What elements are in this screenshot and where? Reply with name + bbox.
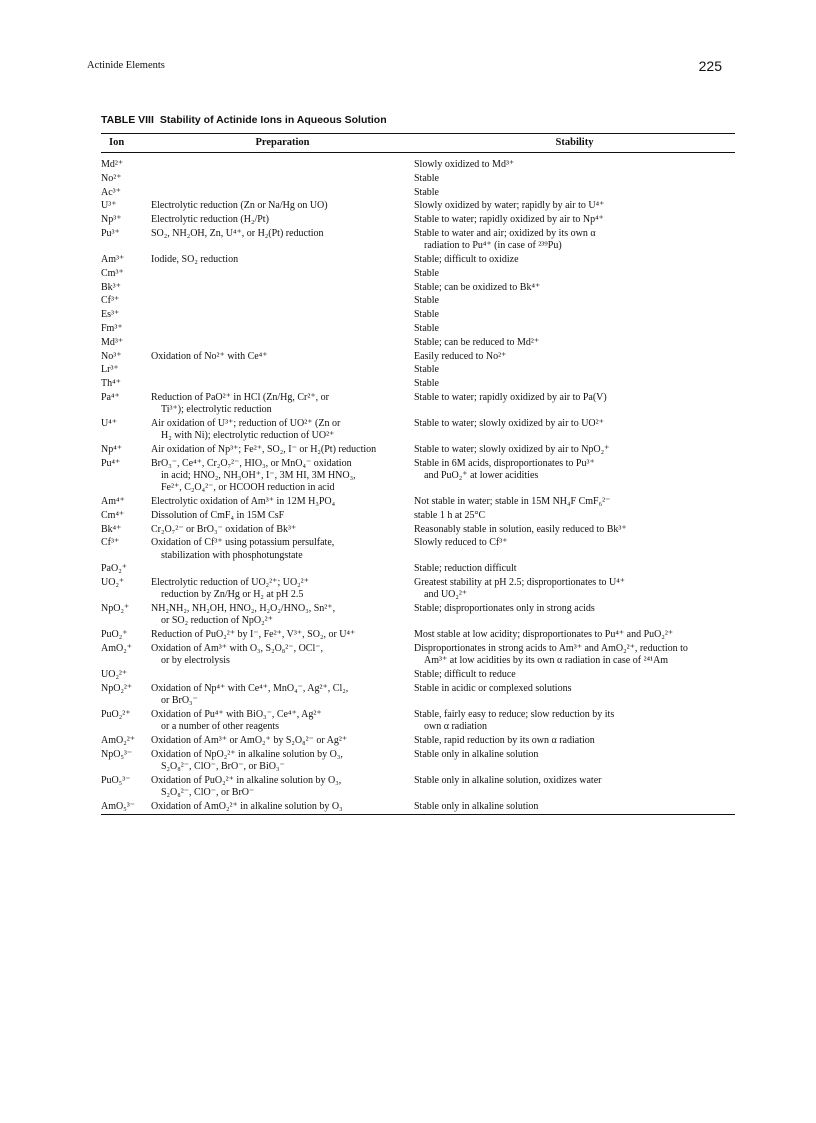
ion-cell bbox=[101, 629, 151, 643]
stability-cell-line: and UO₂²⁺ bbox=[424, 589, 468, 601]
stability-cell-line: Stable to water; slowly oxidized by air to NpO₂⁺ bbox=[414, 443, 610, 455]
preparation-cell-line: NH₂NH₂, NH₂OH, HNO₂, H₂O₂/HNO₃, Sn²⁺, bbox=[151, 603, 336, 615]
preparation-cell bbox=[151, 577, 414, 603]
table-row bbox=[101, 669, 735, 683]
stability-cell-line: Stable only in alkaline solution bbox=[414, 748, 539, 760]
ion-cell-line: UO₂²⁺ bbox=[101, 668, 128, 680]
table-row bbox=[101, 392, 735, 418]
ion-cell bbox=[101, 418, 151, 444]
table-row bbox=[101, 323, 735, 337]
preparation-cell-line: or a number of other reagents bbox=[161, 720, 280, 732]
stability-cell bbox=[414, 458, 735, 496]
stability-cell bbox=[414, 801, 735, 815]
table-row bbox=[101, 749, 735, 775]
preparation-cell bbox=[151, 510, 414, 524]
ion-cell bbox=[101, 603, 151, 629]
stability-cell bbox=[414, 187, 735, 201]
preparation-cell-line: BrO₃⁻, Ce⁴⁺, Cr₂O₇²⁻, HIO₃, or MnO₄⁻ oxidation bbox=[151, 457, 352, 469]
ion-cell-line: Cm³⁺ bbox=[101, 267, 124, 279]
preparation-cell bbox=[151, 323, 414, 337]
ion-cell-line: Np³⁺ bbox=[101, 214, 122, 226]
preparation-cell bbox=[151, 775, 414, 801]
stability-cell-line: Stable bbox=[414, 378, 439, 390]
preparation-cell-line: Oxidation of No²⁺ with Ce⁴⁺ bbox=[151, 350, 268, 362]
preparation-cell-line: Air oxidation of Np³⁺; Fe²⁺, SO₂, I⁻ or H₂(Pt) reduction bbox=[151, 443, 377, 455]
ion-cell-line: AmO₂⁺ bbox=[101, 642, 132, 654]
table-row bbox=[101, 337, 735, 351]
stability-cell bbox=[414, 200, 735, 214]
stability-cell-line: Stable, fairly easy to reduce; slow reduction by its bbox=[414, 708, 615, 720]
preparation-cell bbox=[151, 392, 414, 418]
stability-cell bbox=[414, 510, 735, 524]
table-row bbox=[101, 563, 735, 577]
ion-cell bbox=[101, 510, 151, 524]
preparation-cell bbox=[151, 295, 414, 309]
stability-cell-line: Stable in 6M acids, disproportionates to Pu³⁺ bbox=[414, 457, 595, 469]
ion-cell-line: No²⁺ bbox=[101, 172, 122, 184]
ion-cell bbox=[101, 351, 151, 365]
table-row bbox=[101, 510, 735, 524]
table-row bbox=[101, 603, 735, 629]
table-row bbox=[101, 775, 735, 801]
ion-cell-line: Bk³⁺ bbox=[101, 281, 121, 293]
preparation-cell bbox=[151, 683, 414, 709]
stability-cell-line: Stable only in alkaline solution bbox=[414, 800, 539, 812]
stability-cell-line: Stable; difficult to oxidize bbox=[414, 253, 519, 265]
ion-cell-line: NpO₂⁺ bbox=[101, 603, 130, 615]
preparation-cell-line: Electrolytic reduction of UO₂²⁺; UO₂²⁺ bbox=[151, 577, 309, 589]
ion-cell-line: AmO₂²⁺ bbox=[101, 734, 135, 746]
stability-cell bbox=[414, 643, 735, 669]
stability-cell-line: own α radiation bbox=[424, 720, 488, 732]
ion-cell-line: AmO₅³⁻ bbox=[101, 800, 135, 812]
table-row bbox=[101, 801, 735, 815]
preparation-cell bbox=[151, 173, 414, 187]
preparation-cell-line: Oxidation of NpO₂²⁺ in alkaline solution by O₃, bbox=[151, 748, 343, 760]
preparation-cell bbox=[151, 214, 414, 228]
ion-cell-line: Lr³⁺ bbox=[101, 364, 119, 376]
ion-cell bbox=[101, 187, 151, 201]
ion-cell bbox=[101, 200, 151, 214]
preparation-cell bbox=[151, 496, 414, 510]
stability-cell bbox=[414, 444, 735, 458]
ion-cell-line: PuO₂²⁺ bbox=[101, 708, 131, 720]
stability-cell-line: Stable, rapid reduction by its own α radiation bbox=[414, 734, 595, 746]
ion-cell bbox=[101, 775, 151, 801]
table-caption bbox=[101, 114, 387, 126]
ion-cell bbox=[101, 214, 151, 228]
page-number: 225 bbox=[698, 58, 722, 74]
ion-cell-line: Pa⁴⁺ bbox=[101, 391, 120, 403]
stability-cell bbox=[414, 173, 735, 187]
preparation-cell-line: Ti³⁺); electrolytic reduction bbox=[161, 404, 272, 416]
column-header-ion: Ion bbox=[101, 134, 151, 153]
stability-cell-line: Slowly oxidized by water; rapidly by air to U⁴⁺ bbox=[414, 200, 605, 212]
ion-cell bbox=[101, 524, 151, 538]
table-row bbox=[101, 458, 735, 496]
table-row bbox=[101, 418, 735, 444]
stability-cell bbox=[414, 669, 735, 683]
preparation-cell-line: Oxidation of Am³⁺ or AmO₂⁺ by S₂O₈²⁻ or Ag²⁺ bbox=[151, 734, 348, 746]
ion-cell bbox=[101, 228, 151, 254]
stability-cell bbox=[414, 392, 735, 418]
stability-cell bbox=[414, 524, 735, 538]
table-row bbox=[101, 364, 735, 378]
stability-cell bbox=[414, 295, 735, 309]
preparation-cell-line: or by electrolysis bbox=[161, 655, 230, 667]
stability-cell-line: Greatest stability at pH 2.5; disproportionates to U⁴⁺ bbox=[414, 577, 625, 589]
ion-cell bbox=[101, 801, 151, 815]
ion-cell bbox=[101, 496, 151, 510]
stability-cell bbox=[414, 775, 735, 801]
preparation-cell-line: Oxidation of Cf³⁺ using potassium persulfate, bbox=[151, 537, 335, 549]
stability-cell bbox=[414, 254, 735, 268]
preparation-cell bbox=[151, 709, 414, 735]
ion-cell-line: Es³⁺ bbox=[101, 309, 120, 321]
column-header-preparation: Preparation bbox=[151, 134, 414, 153]
ion-cell-line: UO₂⁺ bbox=[101, 577, 125, 589]
ion-cell bbox=[101, 254, 151, 268]
preparation-cell bbox=[151, 254, 414, 268]
preparation-cell-line: Electrolytic oxidation of Am³⁺ in 12M H₃PO₄ bbox=[151, 495, 336, 507]
preparation-cell bbox=[151, 537, 414, 563]
preparation-cell-line: stabilization with phosphotungstate bbox=[161, 549, 303, 561]
stability-cell-line: Easily reduced to No²⁺ bbox=[414, 350, 507, 362]
preparation-cell-line: or SO₂ reduction of NpO₂²⁺ bbox=[161, 615, 273, 627]
stability-cell-line: Stable bbox=[414, 267, 439, 279]
ion-cell bbox=[101, 392, 151, 418]
ion-cell-line: Md²⁺ bbox=[101, 159, 124, 170]
stability-cell bbox=[414, 309, 735, 323]
preparation-cell bbox=[151, 603, 414, 629]
ion-cell bbox=[101, 735, 151, 749]
column-header-stability: Stability bbox=[414, 134, 735, 153]
table-row bbox=[101, 309, 735, 323]
preparation-cell bbox=[151, 351, 414, 365]
ion-cell-line: Am⁴⁺ bbox=[101, 495, 125, 507]
stability-cell-line: Am³⁺ at low acidities by its own α radiation in case of ²⁴¹Am bbox=[424, 655, 669, 667]
stability-cell-line: radiation to Pu⁴⁺ (in case of ²³⁹Pu) bbox=[424, 240, 562, 252]
preparation-cell-line: or BrO₃⁻ bbox=[161, 694, 198, 706]
preparation-cell bbox=[151, 268, 414, 282]
preparation-cell-line: Oxidation of AmO₂²⁺ in alkaline solution by O₃ bbox=[151, 800, 343, 812]
table-row bbox=[101, 643, 735, 669]
table-row bbox=[101, 537, 735, 563]
preparation-cell bbox=[151, 309, 414, 323]
table-row bbox=[101, 378, 735, 392]
preparation-cell bbox=[151, 801, 414, 815]
stability-cell-line: Disproportionates in strong acids to Am³⁺ and AmO₂²⁺, reduction to bbox=[414, 642, 688, 654]
stability-cell-line: Stable bbox=[414, 295, 439, 307]
stability-cell-line: Stable in acidic or complexed solutions bbox=[414, 682, 572, 694]
preparation-cell bbox=[151, 524, 414, 538]
preparation-cell-line: S₂O₈²⁻, ClO⁻, or BrO⁻ bbox=[161, 786, 255, 798]
ion-cell-line: Bk⁴⁺ bbox=[101, 523, 122, 535]
ion-cell bbox=[101, 378, 151, 392]
table-row bbox=[101, 282, 735, 296]
ion-cell-line: Ac³⁺ bbox=[101, 186, 121, 198]
preparation-cell bbox=[151, 200, 414, 214]
preparation-cell-line: Dissolution of CmF₄ in 15M CsF bbox=[151, 509, 285, 521]
stability-cell-line: and PuO₂⁺ at lower acidities bbox=[424, 469, 539, 481]
preparation-cell bbox=[151, 458, 414, 496]
stability-cell-line: Stable bbox=[414, 186, 439, 198]
stability-cell-line: Stable to water; rapidly oxidized by air to Np⁴⁺ bbox=[414, 214, 604, 226]
table-row bbox=[101, 629, 735, 643]
preparation-cell bbox=[151, 378, 414, 392]
table-row bbox=[101, 496, 735, 510]
table-row bbox=[101, 709, 735, 735]
ion-cell-line: Fm³⁺ bbox=[101, 322, 123, 334]
ion-cell bbox=[101, 458, 151, 496]
ion-cell-line: Pu⁴⁺ bbox=[101, 457, 121, 469]
ion-cell bbox=[101, 153, 151, 173]
stability-cell bbox=[414, 323, 735, 337]
table-row bbox=[101, 295, 735, 309]
stability-cell-line: Not stable in water; stable in 15M NH₄F CmF₆²⁻ bbox=[414, 495, 611, 507]
table-row bbox=[101, 187, 735, 201]
stability-cell bbox=[414, 214, 735, 228]
stability-cell-line: Stable to water; rapidly oxidized by air to Pa(V) bbox=[414, 391, 607, 403]
ion-cell-line: PaO₂⁺ bbox=[101, 563, 127, 575]
stability-cell bbox=[414, 629, 735, 643]
stability-cell-line: Stable; difficult to reduce bbox=[414, 668, 516, 680]
stability-cell-line: Stable bbox=[414, 309, 439, 321]
ion-cell bbox=[101, 364, 151, 378]
preparation-cell bbox=[151, 228, 414, 254]
preparation-cell bbox=[151, 563, 414, 577]
ion-cell-line: U⁴⁺ bbox=[101, 417, 117, 429]
preparation-cell-line: Air oxidation of U³⁺; reduction of UO²⁺ (Zn or bbox=[151, 417, 341, 429]
preparation-cell-line: Oxidation of Np⁴⁺ with Ce⁴⁺, MnO₄⁻, Ag²⁺, Cl₂, bbox=[151, 682, 349, 694]
stability-cell-line: Stable bbox=[414, 364, 439, 376]
ion-cell-line: Cm⁴⁺ bbox=[101, 509, 125, 521]
preparation-cell-line: Oxidation of Pu⁴⁺ with BiO₃⁻, Ce⁴⁺, Ag²⁺ bbox=[151, 708, 322, 720]
preparation-cell-line: Iodide, SO₂ reduction bbox=[151, 253, 239, 265]
data-table bbox=[101, 133, 735, 815]
ion-cell bbox=[101, 282, 151, 296]
table-row bbox=[101, 577, 735, 603]
preparation-cell-line: Fe²⁺, C₂O₄²⁻, or HCOOH reduction in acid bbox=[161, 482, 335, 494]
preparation-cell-line: Cr₂O₇²⁻ or BrO₃⁻ oxidation of Bk³⁺ bbox=[151, 523, 297, 535]
preparation-cell bbox=[151, 643, 414, 669]
ion-cell bbox=[101, 537, 151, 563]
table-row bbox=[101, 268, 735, 282]
stability-cell bbox=[414, 735, 735, 749]
table-row bbox=[101, 153, 735, 173]
preparation-cell-line: H₂ with Ni); electrolytic reduction of UO²⁺ bbox=[161, 430, 335, 442]
ion-cell-line: PuO₂⁺ bbox=[101, 629, 128, 641]
ion-cell-line: Md³⁺ bbox=[101, 336, 124, 348]
stability-cell bbox=[414, 496, 735, 510]
table-row bbox=[101, 173, 735, 187]
preparation-cell bbox=[151, 629, 414, 643]
stability-cell bbox=[414, 153, 735, 173]
running-head: Actinide Elements bbox=[87, 60, 165, 71]
table-title: Stability of Actinide Ions in Aqueous Solution bbox=[159, 114, 387, 126]
stability-cell-line: Most stable at low acidity; disproportionates to Pu⁴⁺ and PuO₂²⁺ bbox=[414, 629, 674, 641]
ion-cell bbox=[101, 309, 151, 323]
preparation-cell bbox=[151, 444, 414, 458]
stability-cell-line: Reasonably stable in solution, easily reduced to Bk³⁺ bbox=[414, 523, 627, 535]
stability-cell bbox=[414, 418, 735, 444]
ion-cell-line: NpO₅³⁻ bbox=[101, 748, 133, 760]
preparation-cell-line: S₂O₈²⁻, ClO⁻, BrO⁻, or BiO₃⁻ bbox=[161, 760, 285, 772]
ion-cell bbox=[101, 563, 151, 577]
ion-cell bbox=[101, 577, 151, 603]
stability-cell bbox=[414, 351, 735, 365]
stability-cell-line: Stable only in alkaline solution, oxidizes water bbox=[414, 774, 602, 786]
stability-cell-line: Stable; can be oxidized to Bk⁴⁺ bbox=[414, 281, 541, 293]
table-row bbox=[101, 228, 735, 254]
stability-cell bbox=[414, 563, 735, 577]
table-row bbox=[101, 351, 735, 365]
preparation-cell-line: Electrolytic reduction (H₂/Pt) bbox=[151, 214, 269, 226]
preparation-cell-line: Oxidation of Am³⁺ with O₃, S₂O₈²⁻, OCl⁻, bbox=[151, 642, 324, 654]
stability-cell bbox=[414, 603, 735, 629]
stability-cell-line: Stable bbox=[414, 322, 439, 334]
ion-cell-line: Np⁴⁺ bbox=[101, 443, 122, 455]
ion-cell bbox=[101, 683, 151, 709]
table-label: TABLE VIII bbox=[101, 114, 154, 126]
stability-cell-line: Slowly oxidized to Md³⁺ bbox=[414, 159, 515, 170]
table-row bbox=[101, 444, 735, 458]
stability-cell-line: Stable to water and air; oxidized by its own α bbox=[414, 227, 596, 239]
stability-cell-line: Stable; reduction difficult bbox=[414, 563, 517, 575]
ion-cell bbox=[101, 444, 151, 458]
preparation-cell bbox=[151, 669, 414, 683]
stability-cell bbox=[414, 364, 735, 378]
stability-cell bbox=[414, 378, 735, 392]
preparation-cell bbox=[151, 282, 414, 296]
stability-cell bbox=[414, 577, 735, 603]
table-row bbox=[101, 735, 735, 749]
preparation-cell-line: Reduction of PaO²⁺ in HCl (Zn/Hg, Cr²⁺, or bbox=[151, 391, 329, 403]
preparation-cell bbox=[151, 187, 414, 201]
table-body bbox=[101, 153, 735, 815]
ion-cell bbox=[101, 337, 151, 351]
preparation-cell-line: reduction by Zn/Hg or H₂ at pH 2.5 bbox=[161, 589, 304, 601]
ion-cell-line: Th⁴⁺ bbox=[101, 378, 121, 390]
ion-cell-line: U³⁺ bbox=[101, 200, 117, 212]
ion-cell-line: Cf³⁺ bbox=[101, 295, 120, 307]
ion-cell bbox=[101, 323, 151, 337]
ion-cell bbox=[101, 709, 151, 735]
preparation-cell-line: Oxidation of PuO₂²⁺ in alkaline solution by O₃, bbox=[151, 774, 342, 786]
stability-cell-line: Slowly reduced to Cf³⁺ bbox=[414, 537, 508, 549]
stability-cell bbox=[414, 683, 735, 709]
table-row bbox=[101, 524, 735, 538]
preparation-cell bbox=[151, 735, 414, 749]
ion-cell bbox=[101, 669, 151, 683]
ion-cell bbox=[101, 643, 151, 669]
stability-cell bbox=[414, 282, 735, 296]
stability-cell bbox=[414, 749, 735, 775]
table-row bbox=[101, 214, 735, 228]
ion-cell-line: Pu³⁺ bbox=[101, 227, 120, 239]
stability-cell-line: stable 1 h at 25°C bbox=[414, 509, 486, 521]
stability-cell-line: Stable to water; slowly oxidized by air to UO²⁺ bbox=[414, 417, 604, 429]
stability-cell bbox=[414, 337, 735, 351]
header-row bbox=[101, 134, 735, 153]
table-row bbox=[101, 254, 735, 268]
table-row bbox=[101, 200, 735, 214]
ion-cell-line: No³⁺ bbox=[101, 350, 122, 362]
preparation-cell bbox=[151, 749, 414, 775]
preparation-cell bbox=[151, 418, 414, 444]
stability-cell bbox=[414, 228, 735, 254]
ion-cell-line: NpO₂²⁺ bbox=[101, 682, 133, 694]
ion-cell-line: PuO₅³⁻ bbox=[101, 774, 131, 786]
preparation-cell bbox=[151, 337, 414, 351]
ion-cell bbox=[101, 749, 151, 775]
stability-cell-line: Stable bbox=[414, 172, 439, 184]
preparation-cell bbox=[151, 364, 414, 378]
ion-cell bbox=[101, 268, 151, 282]
preparation-cell-line: Reduction of PuO₂²⁺ by I⁻, Fe²⁺, V³⁺, SO₂, or U⁴⁺ bbox=[151, 629, 356, 641]
preparation-cell bbox=[151, 153, 414, 173]
stability-cell bbox=[414, 268, 735, 282]
preparation-cell-line: SO₂, NH₂OH, Zn, U⁴⁺, or H₂(Pt) reduction bbox=[151, 227, 324, 239]
ion-cell bbox=[101, 173, 151, 187]
preparation-cell-line: Electrolytic reduction (Zn or Na/Hg on UO) bbox=[151, 200, 328, 212]
ion-cell bbox=[101, 295, 151, 309]
preparation-cell-line: in acid; HNO₂, NH₃OH⁺, I⁻, 3M HI, 3M HNO₃, bbox=[161, 469, 356, 481]
stability-cell-line: Stable; disproportionates only in strong acids bbox=[414, 603, 595, 615]
stability-cell-line: Stable; can be reduced to Md²⁺ bbox=[414, 336, 540, 348]
ion-cell-line: Am³⁺ bbox=[101, 253, 125, 265]
stability-cell bbox=[414, 709, 735, 735]
stability-cell bbox=[414, 537, 735, 563]
table-row bbox=[101, 683, 735, 709]
ion-cell-line: Cf³⁺ bbox=[101, 537, 120, 549]
